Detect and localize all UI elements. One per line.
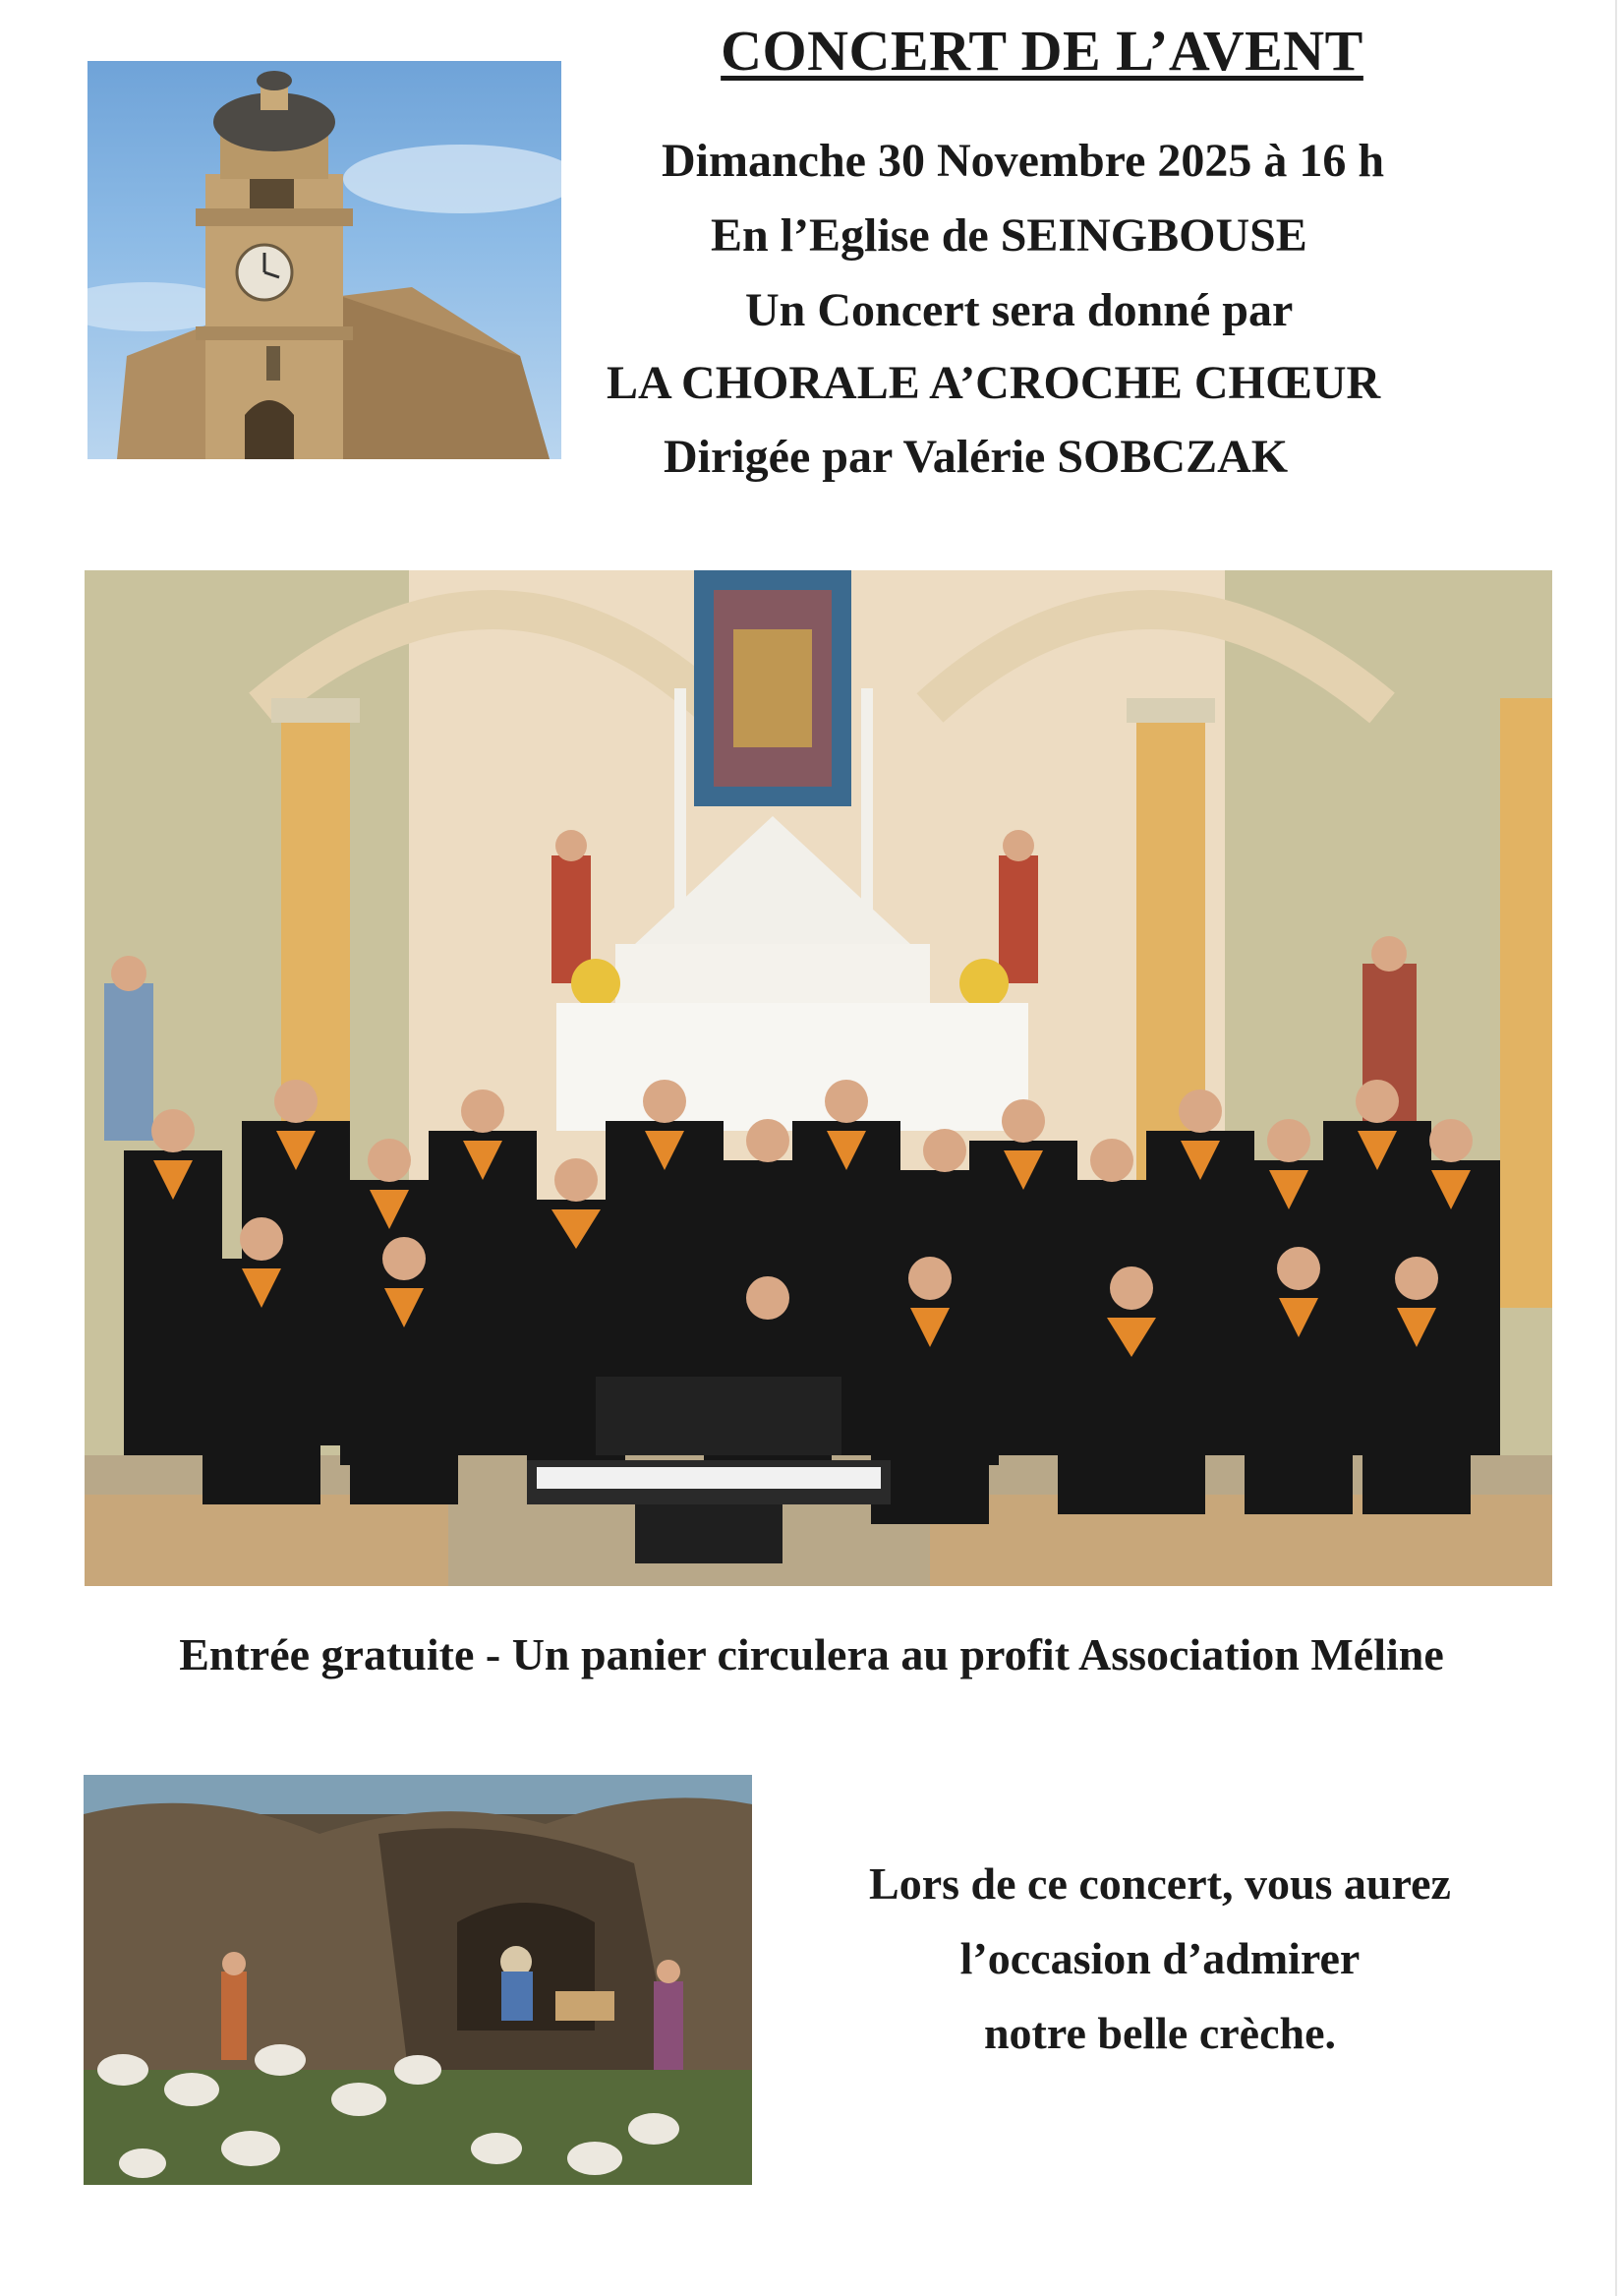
conductor-line: Dirigée par Valérie SOBCZAK xyxy=(664,431,1289,483)
creche-note xyxy=(786,1847,1534,2071)
creche-note-line-2: l’occasion d’admirer xyxy=(959,1933,1361,1983)
creche-note-line-3: notre belle crèche. xyxy=(983,2008,1337,2058)
venue-line: En l’Eglise de SEINGBOUSE xyxy=(711,209,1307,262)
performer-intro-line: Un Concert sera donné par xyxy=(745,284,1294,336)
date-line: Dimanche 30 Novembre 2025 à 16 h xyxy=(662,135,1385,187)
creche-note-line-1: Lors de ce concert, vous aurez xyxy=(869,1858,1451,1909)
page-edge xyxy=(1615,0,1617,2296)
choir-photo xyxy=(85,570,1552,1586)
church-exterior-photo xyxy=(87,61,561,459)
choir-name-line: LA CHORALE A’CROCHE CHŒUR xyxy=(607,357,1381,409)
nativity-scene-photo xyxy=(84,1775,752,2185)
entry-note: Entrée gratuite - Un panier circulera au profit Association Méline xyxy=(179,1629,1444,1679)
concert-title: CONCERT DE L’AVENT xyxy=(721,19,1363,83)
